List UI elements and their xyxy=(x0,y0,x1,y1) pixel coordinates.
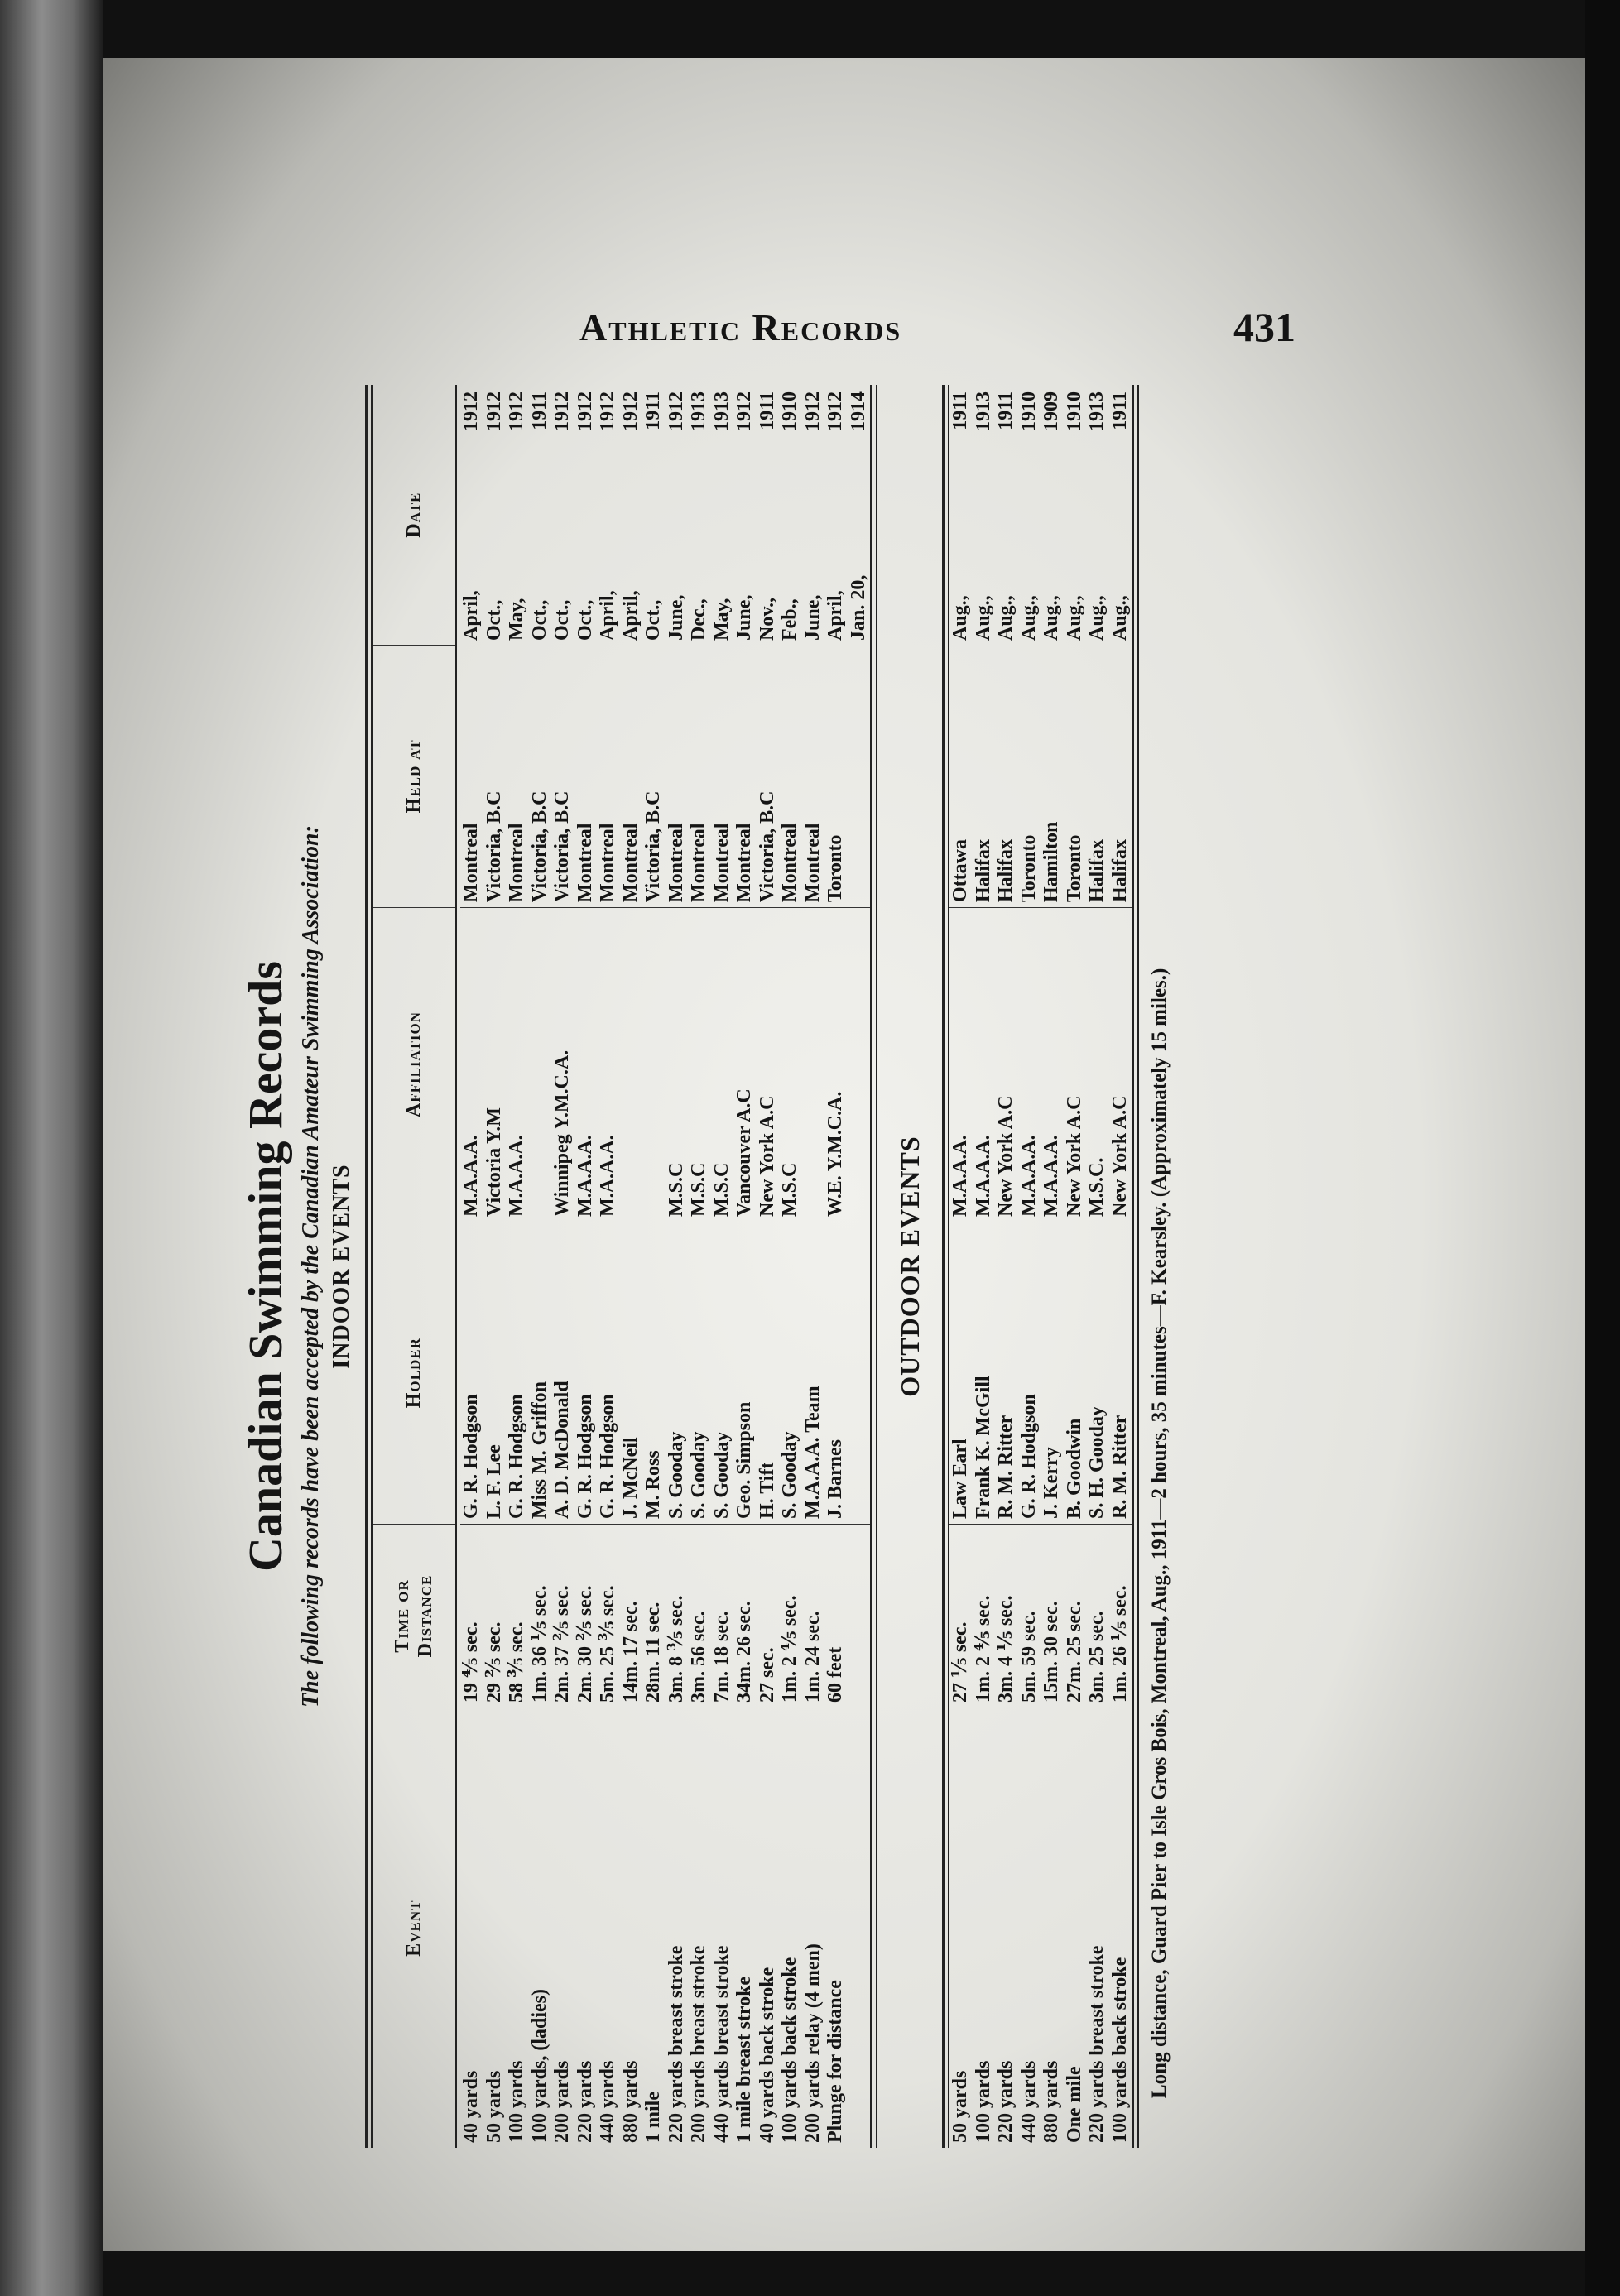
cell-held-at: Montreal xyxy=(733,646,757,907)
table-row xyxy=(642,385,666,2148)
cell-held-at: Victoria, B.C xyxy=(642,646,666,907)
date-year: 1909 xyxy=(1041,391,1062,431)
cell-affiliation: Victoria Y.M xyxy=(483,907,507,1222)
cell-event: 50 yards xyxy=(949,1708,973,2148)
date-year: 1912 xyxy=(460,391,482,431)
cell-holder: S. Gooday xyxy=(666,1222,689,1524)
date-month: Oct., xyxy=(483,599,505,641)
cell-affiliation xyxy=(529,907,552,1222)
date-month: Oct., xyxy=(551,599,573,641)
cell-affiliation: M.A.A.A. xyxy=(949,907,973,1222)
outdoor-top-rule xyxy=(942,385,949,2148)
date-year: 1912 xyxy=(506,391,527,431)
table-row xyxy=(457,385,483,2148)
date-month: May, xyxy=(710,598,733,641)
cell-event: 50 yards xyxy=(483,1708,507,2148)
cell-affiliation xyxy=(848,907,871,1222)
cell-held-at: Montreal xyxy=(779,646,802,907)
table-title: Canadian Swimming Records xyxy=(238,961,292,1572)
date-month: Feb., xyxy=(779,598,800,641)
col-header-date: Date xyxy=(403,492,425,538)
cell-holder: M. Ross xyxy=(642,1222,666,1524)
table-row xyxy=(802,385,825,2148)
date-year: 1913 xyxy=(1086,391,1108,431)
date-year: 1911 xyxy=(1108,391,1131,430)
cell-holder: G. R. Hodgson xyxy=(1018,1222,1041,1524)
cell-time: 2m. 37 ⅖ sec. xyxy=(551,1524,574,1708)
date-year: 1910 xyxy=(1063,391,1085,431)
cell-date xyxy=(529,385,552,646)
cell-holder: Law Earl xyxy=(949,1222,973,1524)
cell-event: 100 yards, (ladies) xyxy=(529,1708,552,2148)
table-row xyxy=(620,385,643,2148)
cell-holder: Frank K. McGill xyxy=(973,1222,996,1524)
date-month: Aug., xyxy=(972,595,994,641)
date-month: Aug., xyxy=(1086,595,1108,641)
cell-time: 3m. 4 ⅕ sec. xyxy=(995,1524,1018,1708)
table-row xyxy=(1018,385,1041,2148)
date-year: 1911 xyxy=(642,391,664,430)
cell-holder: S. Gooday xyxy=(711,1222,734,1524)
cell-date xyxy=(483,385,507,646)
cell-affiliation: M.A.A.A. xyxy=(1018,907,1041,1222)
cell-time: 7m. 18 sec. xyxy=(711,1524,734,1708)
date-year: 1913 xyxy=(972,391,994,431)
cell-held-at: Halifax xyxy=(995,646,1018,907)
cell-affiliation: Vancouver A.C xyxy=(733,907,757,1222)
running-head-title: Athletic Records xyxy=(579,305,902,348)
col-header-holder: Holder xyxy=(373,1222,455,1524)
date-year: 1911 xyxy=(949,391,971,430)
cell-date xyxy=(949,385,973,646)
cell-affiliation: M.S.C xyxy=(688,907,711,1222)
cell-date xyxy=(733,385,757,646)
date-month: April, xyxy=(460,590,482,641)
cell-affiliation: M.S.C xyxy=(711,907,734,1222)
date-month: June, xyxy=(665,594,687,641)
cell-affiliation: M.A.A.A. xyxy=(973,907,996,1222)
cell-event: Plunge for distance xyxy=(824,1708,848,2148)
cell-held-at: Halifax xyxy=(1109,646,1132,907)
cell-event: 220 yards xyxy=(995,1708,1018,2148)
cell-holder: J. Kerry xyxy=(1041,1222,1064,1524)
cell-event: 100 yards back stroke xyxy=(779,1708,802,2148)
cell-event: 1 mile breast stroke xyxy=(733,1708,757,2148)
date-year: 1910 xyxy=(1017,391,1040,431)
cell-date xyxy=(973,385,996,646)
cell-holder: S. Gooday xyxy=(688,1222,711,1524)
cell-date xyxy=(574,385,598,646)
cell-held-at: Montreal xyxy=(620,646,643,907)
cell-holder: B. Goodwin xyxy=(1064,1222,1087,1524)
cell-time: 1m. 2 ⅘ sec. xyxy=(973,1524,996,1708)
table-row xyxy=(551,385,574,2148)
date-year: 1912 xyxy=(619,391,642,431)
cell-date xyxy=(460,385,483,646)
cell-time: 29 ⅖ sec. xyxy=(483,1524,507,1708)
date-year: 1912 xyxy=(733,391,755,431)
cell-affiliation: M.A.A.A. xyxy=(1041,907,1064,1222)
col-header-affiliation: Affiliation xyxy=(373,907,455,1222)
indoor-table xyxy=(457,385,870,2148)
cell-date xyxy=(551,385,574,646)
cell-event: 220 yards breast stroke xyxy=(1086,1708,1109,2148)
col-header-time-line2: Distance xyxy=(415,1574,436,1658)
cell-affiliation: M.A.A.A. xyxy=(574,907,598,1222)
cell-affiliation xyxy=(802,907,825,1222)
cell-holder: A. D. McDonald xyxy=(551,1222,574,1524)
date-month: Aug., xyxy=(1108,595,1131,641)
table-row xyxy=(973,385,996,2148)
cell-time: 3m. 56 sec. xyxy=(688,1524,711,1708)
cell-date xyxy=(824,385,848,646)
cell-time: 27m. 25 sec. xyxy=(1064,1524,1087,1708)
cell-affiliation: M.A.A.A. xyxy=(460,907,483,1222)
date-year: 1911 xyxy=(756,391,778,430)
cell-held-at: Halifax xyxy=(1086,646,1109,907)
table-row xyxy=(848,385,871,2148)
cell-held-at: Toronto xyxy=(1064,646,1087,907)
cell-holder: L. F. Lee xyxy=(483,1222,507,1524)
date-year: 1912 xyxy=(597,391,618,431)
cell-time: 1m. 2 ⅘ sec. xyxy=(779,1524,802,1708)
table-row xyxy=(1041,385,1064,2148)
date-year: 1914 xyxy=(847,391,869,431)
cell-holder: G. R. Hodgson xyxy=(506,1222,529,1524)
cell-held-at: Montreal xyxy=(688,646,711,907)
table-row xyxy=(995,385,1018,2148)
date-month: Aug., xyxy=(1041,595,1062,641)
cell-time xyxy=(848,1524,871,1708)
cell-holder: G. R. Hodgson xyxy=(460,1222,483,1524)
table-row xyxy=(824,385,848,2148)
cell-date xyxy=(1109,385,1132,646)
cell-held-at: Toronto xyxy=(824,646,848,907)
cell-date xyxy=(666,385,689,646)
cell-date xyxy=(779,385,802,646)
cell-held-at: Montreal xyxy=(711,646,734,907)
cell-held-at: Toronto xyxy=(1018,646,1041,907)
table-row xyxy=(1086,385,1109,2148)
cell-event: 200 yards breast stroke xyxy=(688,1708,711,2148)
cell-holder: S. H. Gooday xyxy=(1086,1222,1109,1524)
cell-event: 440 yards xyxy=(1018,1708,1041,2148)
cell-holder: Geo. Simpson xyxy=(733,1222,757,1524)
cell-affiliation: M.S.C. xyxy=(1086,907,1109,1222)
running-head xyxy=(571,294,1399,360)
cell-affiliation: New York A.C xyxy=(1109,907,1132,1222)
table-row xyxy=(711,385,734,2148)
cell-affiliation: New York A.C xyxy=(1064,907,1087,1222)
cell-date xyxy=(711,385,734,646)
cell-date xyxy=(1086,385,1109,646)
table-row xyxy=(529,385,552,2148)
cell-held-at: Ottawa xyxy=(949,646,973,907)
footnote: Long distance, Guard Pier to Isle Gros Bois, Montreal, Aug., 1911—2 hours, 35 minutes—F. Kearsley. (Approximately 15 miles.) xyxy=(1148,968,1171,2098)
date-year: 1913 xyxy=(688,391,709,431)
cell-event: 100 yards back stroke xyxy=(1109,1708,1132,2148)
cell-date xyxy=(642,385,666,646)
cell-time: 14m. 17 sec. xyxy=(620,1524,643,1708)
date-month: June, xyxy=(733,594,755,641)
cell-time: 2m. 30 ⅖ sec. xyxy=(574,1524,598,1708)
cell-time: 15m. 30 sec. xyxy=(1041,1524,1064,1708)
cell-time: 28m. 11 sec. xyxy=(642,1524,666,1708)
date-month: Nov., xyxy=(756,597,778,641)
date-month: May, xyxy=(506,598,527,641)
cell-time: 27 ⅕ sec. xyxy=(949,1524,973,1708)
cell-event: 40 yards xyxy=(460,1708,483,2148)
cell-holder: J. Barnes xyxy=(824,1222,848,1524)
date-month: June, xyxy=(801,594,824,641)
cell-affiliation: New York A.C xyxy=(757,907,780,1222)
date-month: Aug., xyxy=(1063,595,1085,641)
col-header-time xyxy=(373,1524,455,1708)
date-month: Oct., xyxy=(642,599,664,641)
cell-event: 440 yards breast stroke xyxy=(711,1708,734,2148)
cell-holder: S. Gooday xyxy=(779,1222,802,1524)
cell-date xyxy=(1018,385,1041,646)
table-row xyxy=(688,385,711,2148)
date-year: 1912 xyxy=(801,391,824,431)
table-row xyxy=(574,385,598,2148)
date-year: 1912 xyxy=(551,391,573,431)
cell-date xyxy=(506,385,529,646)
cell-time: 58 ⅗ sec. xyxy=(506,1524,529,1708)
date-year: 1912 xyxy=(665,391,687,431)
col-header-time-line1: Time or xyxy=(392,1579,413,1653)
date-year: 1911 xyxy=(528,391,550,430)
cell-held-at: Montreal xyxy=(506,646,529,907)
cell-event: One mile xyxy=(1064,1708,1087,2148)
cell-date xyxy=(688,385,711,646)
cell-affiliation: M.A.A.A. xyxy=(597,907,620,1222)
table-row xyxy=(666,385,689,2148)
cell-holder: J. McNeil xyxy=(620,1222,643,1524)
outdoor-table xyxy=(949,385,1132,2148)
cell-affiliation: M.S.C xyxy=(779,907,802,1222)
cell-date xyxy=(802,385,825,646)
date-month: April, xyxy=(824,590,846,641)
cell-time: 34m. 26 sec. xyxy=(733,1524,757,1708)
bottom-rule xyxy=(1132,385,1139,2148)
cell-time: 3m. 25 sec. xyxy=(1086,1524,1109,1708)
cell-event: 100 yards xyxy=(973,1708,996,2148)
cell-time: 60 feet xyxy=(824,1524,848,1708)
table-row xyxy=(1064,385,1087,2148)
cell-event: 880 yards xyxy=(1041,1708,1064,2148)
date-month: Oct., xyxy=(528,599,550,641)
adjacent-page-edge xyxy=(0,0,103,2296)
cell-event: 200 yards xyxy=(551,1708,574,2148)
cell-time: 1m. 36 ⅕ sec. xyxy=(529,1524,552,1708)
cell-time: 5m. 59 sec. xyxy=(1018,1524,1041,1708)
top-rule xyxy=(365,385,373,2148)
date-month: April, xyxy=(597,590,618,641)
cell-held-at: Montreal xyxy=(460,646,483,907)
table-row xyxy=(757,385,780,2148)
cell-held-at: Hamilton xyxy=(1041,646,1064,907)
cell-event: 440 yards xyxy=(597,1708,620,2148)
cell-holder: G. R. Hodgson xyxy=(574,1222,598,1524)
cell-time: 27 sec. xyxy=(757,1524,780,1708)
date-month: Dec., xyxy=(688,598,709,641)
date-year: 1911 xyxy=(995,391,1017,430)
col-header-held-at: Held at xyxy=(373,645,455,906)
cell-event xyxy=(848,1708,871,2148)
cell-time: 3m. 8 ⅗ sec. xyxy=(666,1524,689,1708)
table-row xyxy=(1109,385,1132,2148)
cell-time: 19 ⅘ sec. xyxy=(460,1524,483,1708)
cell-affiliation: M.A.A.A. xyxy=(506,907,529,1222)
cell-holder: R. M. Ritter xyxy=(1109,1222,1132,1524)
cell-held-at: Victoria, B.C xyxy=(529,646,552,907)
cell-date xyxy=(1041,385,1064,646)
cell-held-at: Montreal xyxy=(574,646,598,907)
table-row xyxy=(597,385,620,2148)
date-month: Aug., xyxy=(1017,595,1040,641)
cell-held-at: Montreal xyxy=(666,646,689,907)
cell-time: 1m. 26 ⅕ sec. xyxy=(1109,1524,1132,1708)
cell-date xyxy=(620,385,643,646)
date-month: Jan. 20, xyxy=(847,574,869,641)
table-row xyxy=(483,385,507,2148)
rotated-table-block xyxy=(236,385,1262,2148)
cell-affiliation: Winnipeg Y.M.C.A. xyxy=(551,907,574,1222)
date-month: Aug., xyxy=(995,595,1017,641)
cell-event: 1 mile xyxy=(642,1708,666,2148)
cell-date xyxy=(597,385,620,646)
cell-event: 100 yards xyxy=(506,1708,529,2148)
table-row xyxy=(733,385,757,2148)
cell-affiliation: W.E. Y.M.C.A. xyxy=(824,907,848,1222)
cell-event: 200 yards relay (4 men) xyxy=(802,1708,825,2148)
cell-holder: Miss M. Griffon xyxy=(529,1222,552,1524)
table-subtitle: The following records have been accepted by the Canadian Amateur Swimming Association: xyxy=(298,825,324,1708)
column-headers xyxy=(373,385,457,2148)
cell-affiliation xyxy=(642,907,666,1222)
cell-event: 220 yards breast stroke xyxy=(666,1708,689,2148)
cell-date xyxy=(757,385,780,646)
cell-date xyxy=(1064,385,1087,646)
date-year: 1912 xyxy=(574,391,596,431)
date-year: 1912 xyxy=(824,391,846,431)
outdoor-section-heading: OUTDOOR EVENTS xyxy=(895,1136,925,1397)
cell-holder: R. M. Ritter xyxy=(995,1222,1018,1524)
date-month: Aug., xyxy=(949,595,971,641)
cell-date xyxy=(995,385,1018,646)
date-year: 1912 xyxy=(483,391,505,431)
date-year: 1910 xyxy=(779,391,800,431)
cell-held-at: Montreal xyxy=(802,646,825,907)
cell-holder: G. R. Hodgson xyxy=(597,1222,620,1524)
cell-holder: M.A.A.A. Team xyxy=(802,1222,825,1524)
date-year: 1913 xyxy=(710,391,733,431)
cell-affiliation: M.S.C xyxy=(666,907,689,1222)
table-row xyxy=(779,385,802,2148)
cell-event: 880 yards xyxy=(620,1708,643,2148)
mid-rule xyxy=(870,385,877,2148)
date-month: Oct., xyxy=(574,599,596,641)
cell-held-at xyxy=(848,646,871,907)
cell-held-at: Victoria, B.C xyxy=(551,646,574,907)
page-number: 431 xyxy=(1233,304,1296,350)
date-month: April, xyxy=(619,590,642,641)
table-row xyxy=(506,385,529,2148)
cell-affiliation xyxy=(620,907,643,1222)
cell-date xyxy=(848,385,871,646)
cell-event: 220 yards xyxy=(574,1708,598,2148)
cell-affiliation: New York A.C xyxy=(995,907,1018,1222)
cell-holder: H. Tift xyxy=(757,1222,780,1524)
cell-holder xyxy=(848,1222,871,1524)
page-edge-shadow xyxy=(1585,0,1620,2296)
cell-held-at: Montreal xyxy=(597,646,620,907)
cell-held-at: Victoria, B.C xyxy=(483,646,507,907)
indoor-section-heading: INDOOR EVENTS xyxy=(329,1164,354,1369)
cell-event: 40 yards back stroke xyxy=(757,1708,780,2148)
cell-time: 5m. 25 ⅗ sec. xyxy=(597,1524,620,1708)
col-header-event: Event xyxy=(373,1708,455,2148)
table-row xyxy=(949,385,973,2148)
cell-time: 1m. 24 sec. xyxy=(802,1524,825,1708)
cell-held-at: Halifax xyxy=(973,646,996,907)
cell-held-at: Victoria, B.C xyxy=(757,646,780,907)
